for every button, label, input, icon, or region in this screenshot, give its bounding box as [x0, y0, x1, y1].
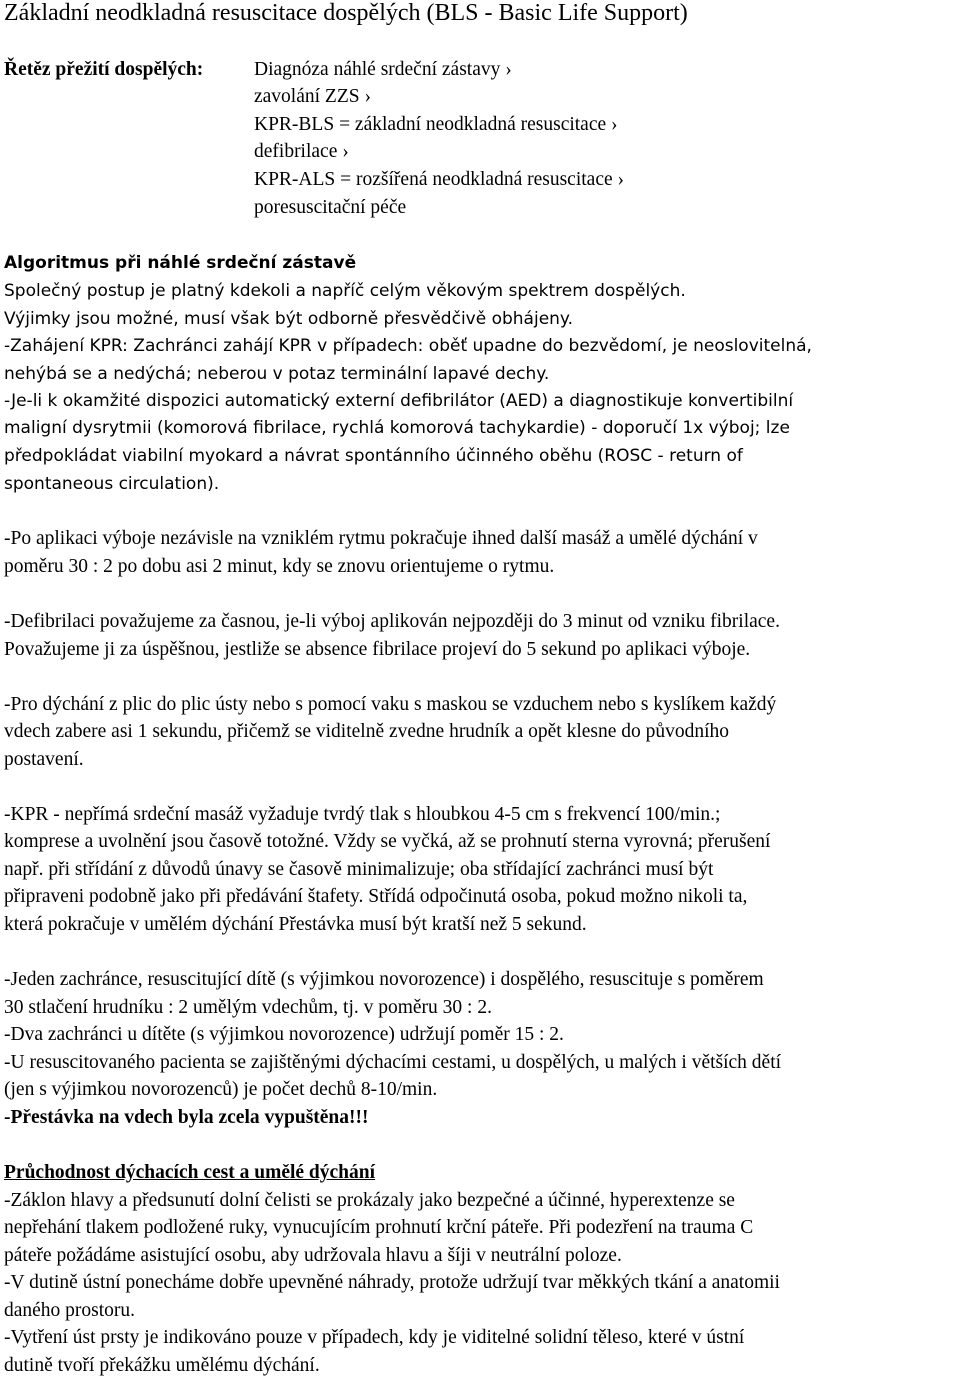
algorithm-heading: Algoritmus při náhlé srdeční zástavě [4, 253, 357, 273]
paragraph-line: komprese a uvolnění jsou časově totožné. Vždy se vyčká, až se prohnutí sterna vyrovná; přerušení [4, 831, 771, 852]
paragraph-line: vdech zabere asi 1 sekundu, přičemž se viditelně zvedne hrudník a opět klesne do původního [4, 721, 730, 742]
paragraph-line: -Zahájení KPR: Zachránci zahájí KPR v případech: oběť upadne do bezvědomí, je neoslovitelná, [4, 336, 812, 356]
chain-item: Diagnóza náhlé srdeční zástavy › [254, 59, 512, 80]
paragraph-line: (jen s výjimkou novorozenců) je počet dechů 8-10/min. [4, 1079, 438, 1100]
airway-heading: Průchodnost dýchacích cest a umělé dýchání [4, 1162, 376, 1183]
paragraph-line: -U resuscitovaného pacienta se zajištěnými dýchacími cestami, u dospělých, u malých i větších dětí [4, 1052, 782, 1073]
warning-text: -Přestávka na vdech byla zcela vypuštěna!!! [4, 1107, 369, 1128]
paragraph-line: připraveni podobně jako při předávání štafety. Střídá odpočinutá osoba, pokud možno nikoli ta, [4, 886, 748, 907]
algorithm-line: Společný postup je platný kdekoli a napříč celým věkovým spektrem dospělých. [4, 281, 686, 301]
paragraph-line: -Záklon hlavy a předsunutí dolní čelisti se prokázaly jako bezpečné a účinné, hyperextenze se [4, 1190, 735, 1211]
paragraph-line: -Po aplikaci výboje nezávisle na vzniklém rytmu pokračuje ihned další masáž a umělé dýchání v [4, 528, 758, 549]
paragraph-line: např. při střídání z důvodů únavy se časově minimalizuje; oba střídající zachránci musí být [4, 859, 714, 880]
paragraph-line: nepřehání tlakem podložené ruky, vynucujícím prohnutí krční páteře. Při podezření na trauma C [4, 1217, 754, 1238]
paragraph-line: -Vytření úst prsty je indikováno pouze v případech, kdy je viditelné solidní těleso, které v ústní [4, 1327, 745, 1348]
paragraph-line: která pokračuje v umělém dýchání Přestávka musí být kratší než 5 sekund. [4, 914, 587, 935]
chain-item: KPR-BLS = základní neodkladná resuscitace › [254, 114, 618, 135]
paragraph-line: 30 stlačení hrudníku : 2 umělým vdechům, tj. v poměru 30 : 2. [4, 997, 492, 1018]
paragraph-line: -Dva zachránci u dítěte (s výjimkou novorozence) udržují poměr 15 : 2. [4, 1024, 564, 1045]
paragraph-line: -V dutině ústní ponecháme dobře upevněné náhrady, protože udržují tvar měkkých tkání a anatomii [4, 1272, 780, 1293]
chain-item: defibrilace › [254, 141, 349, 162]
paragraph-line: spontaneous circulation). [4, 474, 220, 494]
paragraph-line: -Jeden zachránce, resuscitující dítě (s výjimkou novorozence) i dospělého, resuscituje s poměrem [4, 969, 764, 990]
chain-item: KPR-ALS = rozšířená neodkladná resuscitace › [254, 169, 625, 190]
page-title: Základní neodkladná resuscitace dospělých (BLS - Basic Life Support) [4, 0, 688, 26]
paragraph-line: dutině tvoří překážku umělému dýchání. [4, 1355, 320, 1376]
paragraph-line: -Defibrilaci považujeme za časnou, je-li výboj aplikován nejpozději do 3 minut od vzniku fibrilace. [4, 611, 780, 632]
paragraph-line: -KPR - nepřímá srdeční masáž vyžaduje tvrdý tlak s hloubkou 4-5 cm s frekvencí 100/min.; [4, 804, 721, 825]
paragraph-line: páteře požádáme asistující osobu, aby udržovala hlavu a šíji v neutrální poloze. [4, 1245, 622, 1266]
chain-item: poresuscitační péče [254, 197, 407, 218]
chain-label: Řetěz přežití dospělých: [4, 59, 204, 80]
paragraph-line: postavení. [4, 749, 84, 770]
paragraph-line: předpokládat viabilní myokard a návrat spontánního účinného oběhu (ROSC - return of [4, 446, 743, 466]
paragraph-line: daného prostoru. [4, 1300, 136, 1321]
paragraph-line: maligní dysrytmii (komorová fibrilace, rychlá komorová tachykardie) - doporučí 1x výboj; lze [4, 418, 790, 438]
paragraph-line: Považujeme ji za úspěšnou, jestliže se absence fibrilace projeví do 5 sekund po aplikaci výboje. [4, 639, 751, 660]
paragraph-line: -Pro dýchání z plic do plic ústy nebo s pomocí vaku s maskou se vzduchem nebo s kyslíkem každý [4, 694, 777, 715]
chain-item: zavolání ZZS › [254, 86, 371, 107]
paragraph-line: -Je-li k okamžité dispozici automatický externí defibrilátor (AED) a diagnostikuje konvertibilní [4, 391, 794, 411]
paragraph-line: poměru 30 : 2 po dobu asi 2 minut, kdy se znovu orientujeme o rytmu. [4, 556, 555, 577]
paragraph-line: nehýbá se a nedýchá; neberou v potaz terminální lapavé dechy. [4, 364, 550, 384]
algorithm-line: Výjimky jsou možné, musí však být odborně přesvědčivě obhájeny. [4, 309, 573, 329]
